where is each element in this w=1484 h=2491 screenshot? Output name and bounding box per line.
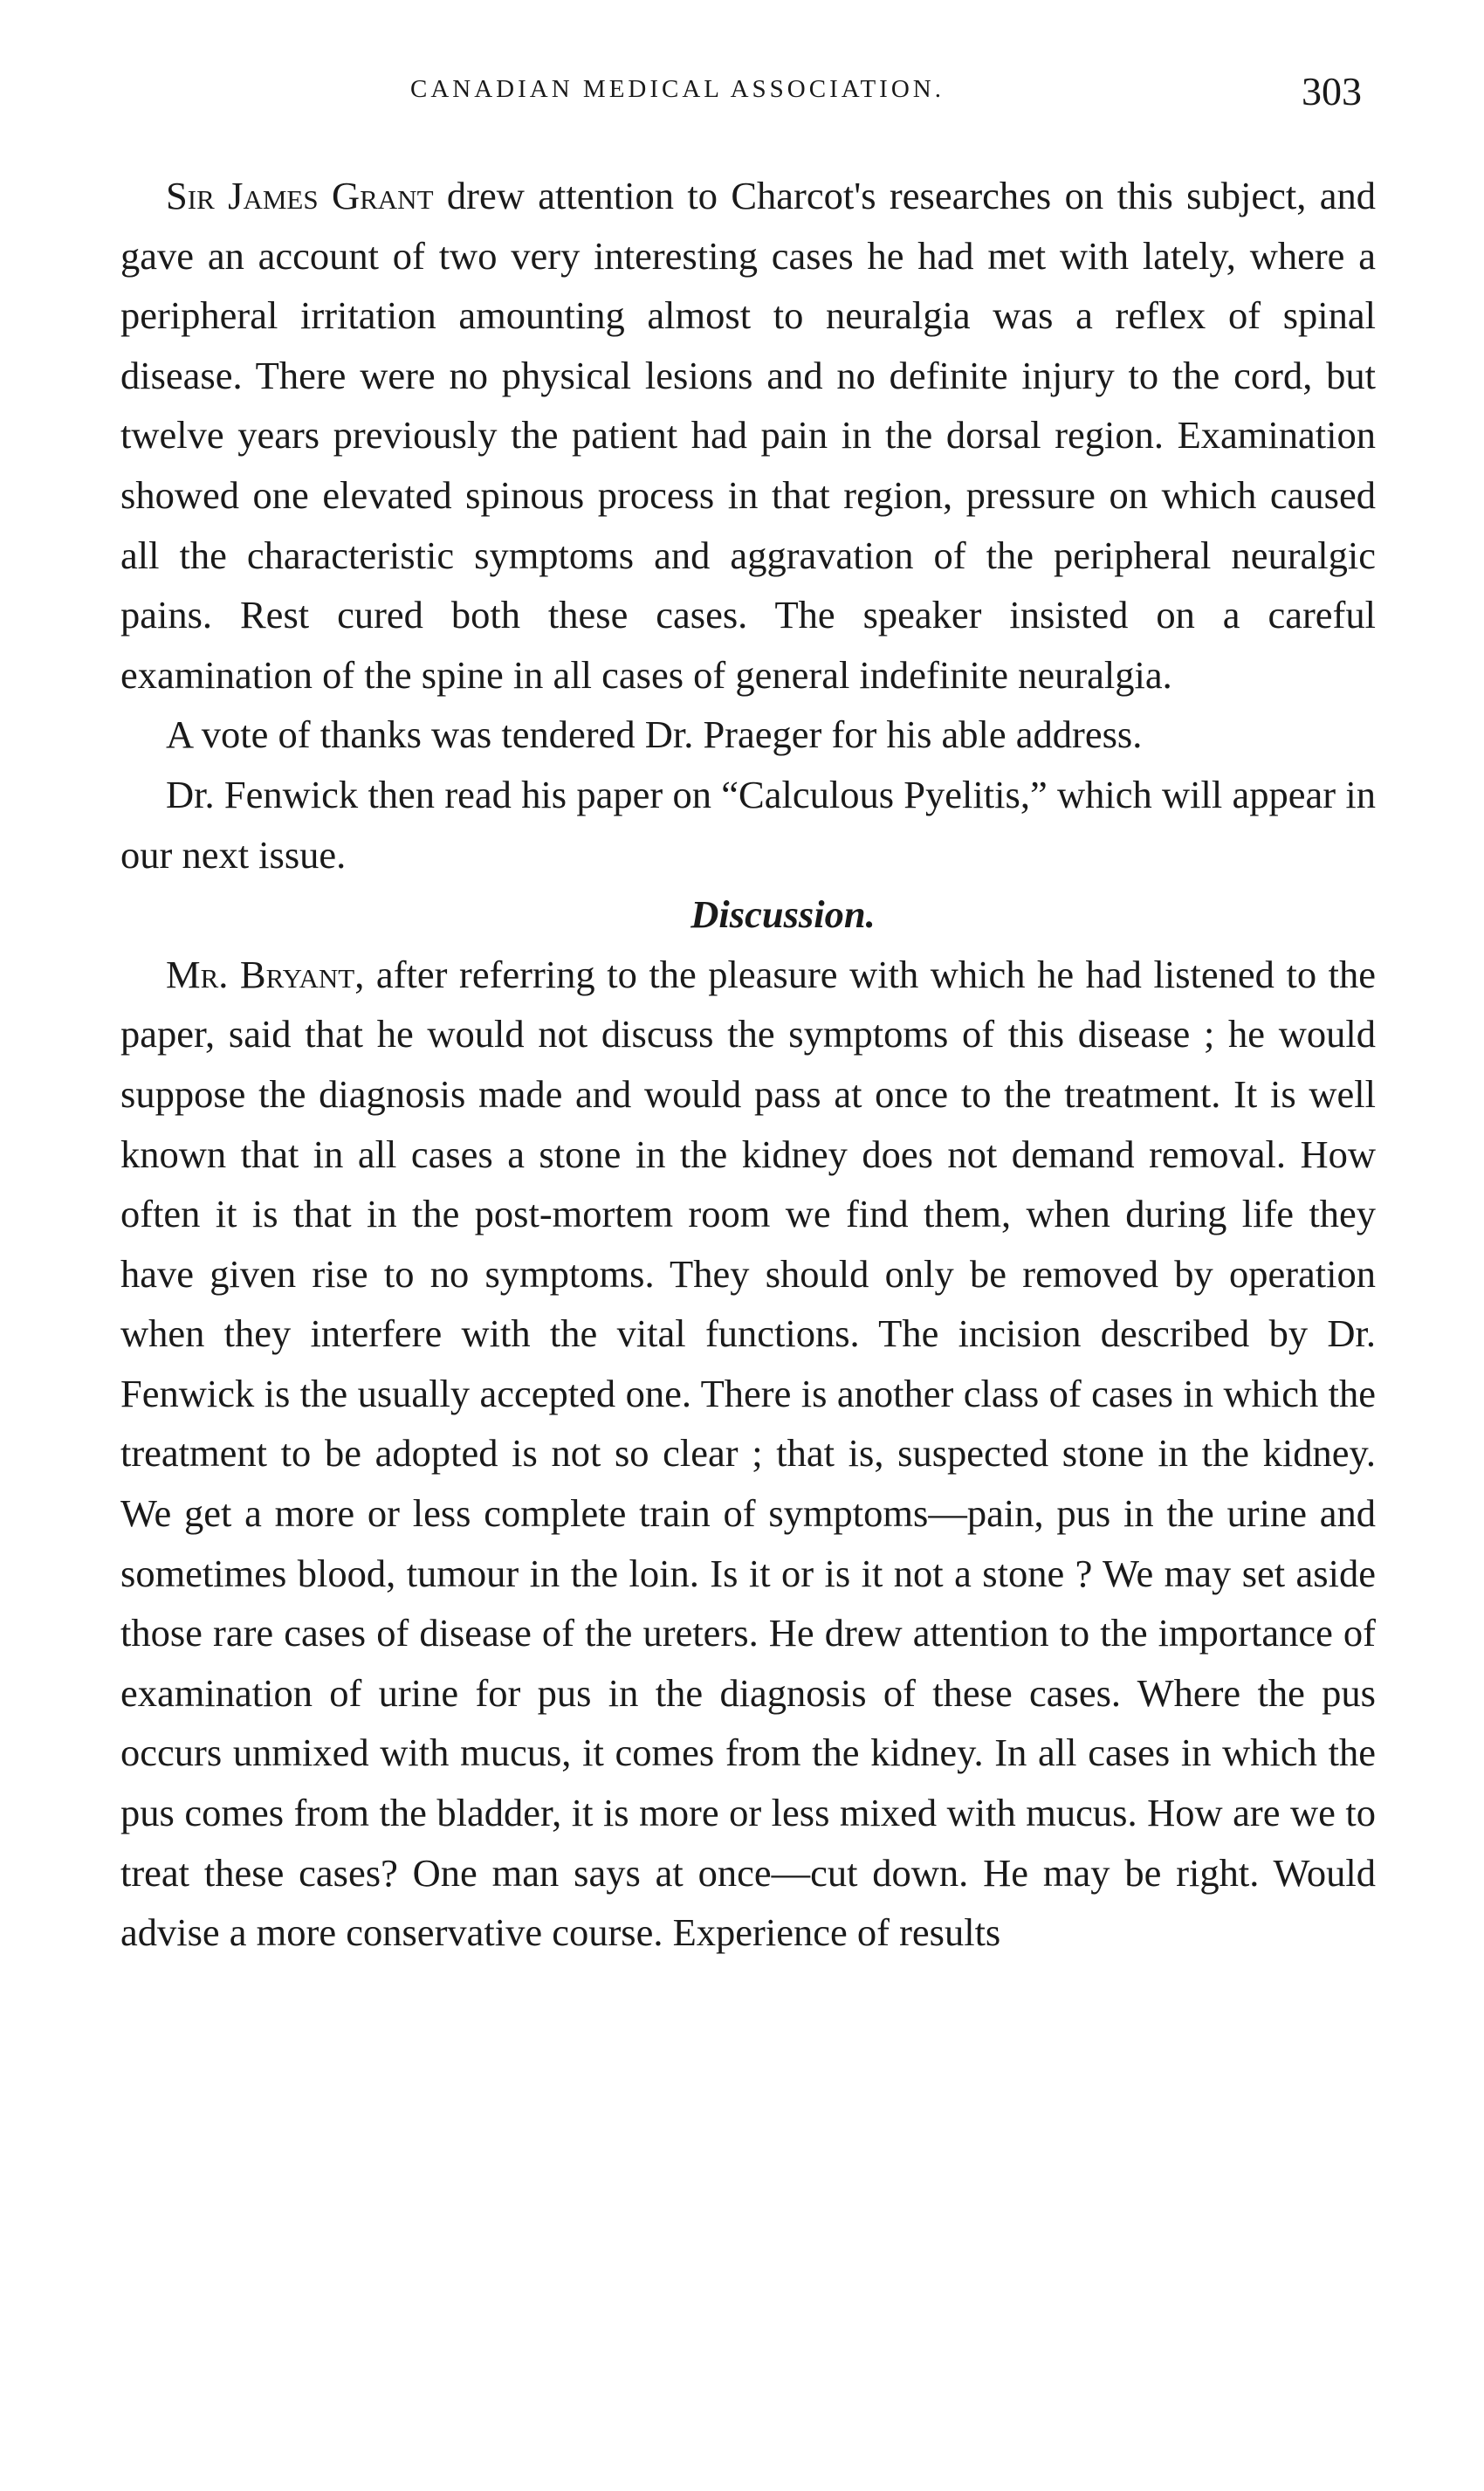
- running-head: [122, 69, 1379, 127]
- paragraph-text: drew attention to Charcot's researches on this subject, and gave an account of two very interesting cases he had met with lately, where a peripheral irritation amounting almost to neuralgia was a reflex of spinal disease. There were no physical lesions and no definite injury to the cord, but twelve years previously the patient had pain in the dorsal region. Examination showed one elevated spinous process in that region, pressure on which caused all the characteristic symptoms and aggravation of the peripheral neuralgic pains. Rest cured both these cases. The speaker insisted on a careful examination of the spine in all cases of general indefinite neuralgia.: [120, 174, 1376, 697]
- article-body: [120, 166, 1376, 1963]
- paragraph-vote-of-thanks: A vote of thanks was tendered Dr. Praeger for his able address.: [166, 712, 1143, 757]
- paragraph-grant: [120, 166, 1376, 705]
- section-heading: Discussion.: [690, 892, 876, 937]
- page-number: 303: [1302, 69, 1362, 114]
- running-title: CANADIAN MEDICAL ASSOCIATION.: [410, 75, 945, 103]
- paragraph-bryant: [120, 945, 1376, 1963]
- speaker-name: Sir James Grant: [166, 174, 434, 217]
- speaker-name: Mr. Bryant: [166, 952, 355, 996]
- paragraph-text: , after referring to the pleasure with which he had listened to the paper, said that he would not discuss the symptoms of this disease ; he would suppose the diagnosis made and would pass at once to the treatment. It is well known that in all cases a stone in the kidney does not demand removal. How often it is that in the post-mortem room we find them, when during life they have given rise to no symptoms. They should only be removed by operation when they interfere with the vital functions. The incision described by Dr. Fenwick is the usually accepted one. There is another class of cases in which the treatment to be adopted is not so clear ; that is, suspected stone in the kidney. We get a more or less complete train of symptoms—pain, pus in the urine and sometimes blood, tumour in the loin. Is it or is it not a stone ? We may set aside those rare cases of disease of the ureters. He drew attention to the importance of examination of urine for pus in the diagnosis of these cases. Where the pus occurs unmixed with mucus, it comes from the kidney. In all cases in which the pus comes from the bladder, it is more or less mixed with mucus. How are we to treat these cases? One man says at once—cut down. He may be right. Would advise a more conservative course. Experience of results: [120, 952, 1376, 1955]
- paragraph-fenwick-paper: Dr. Fenwick then read his paper on “Calculous Pyelitis,” which will appear in our next issue.: [120, 772, 1376, 877]
